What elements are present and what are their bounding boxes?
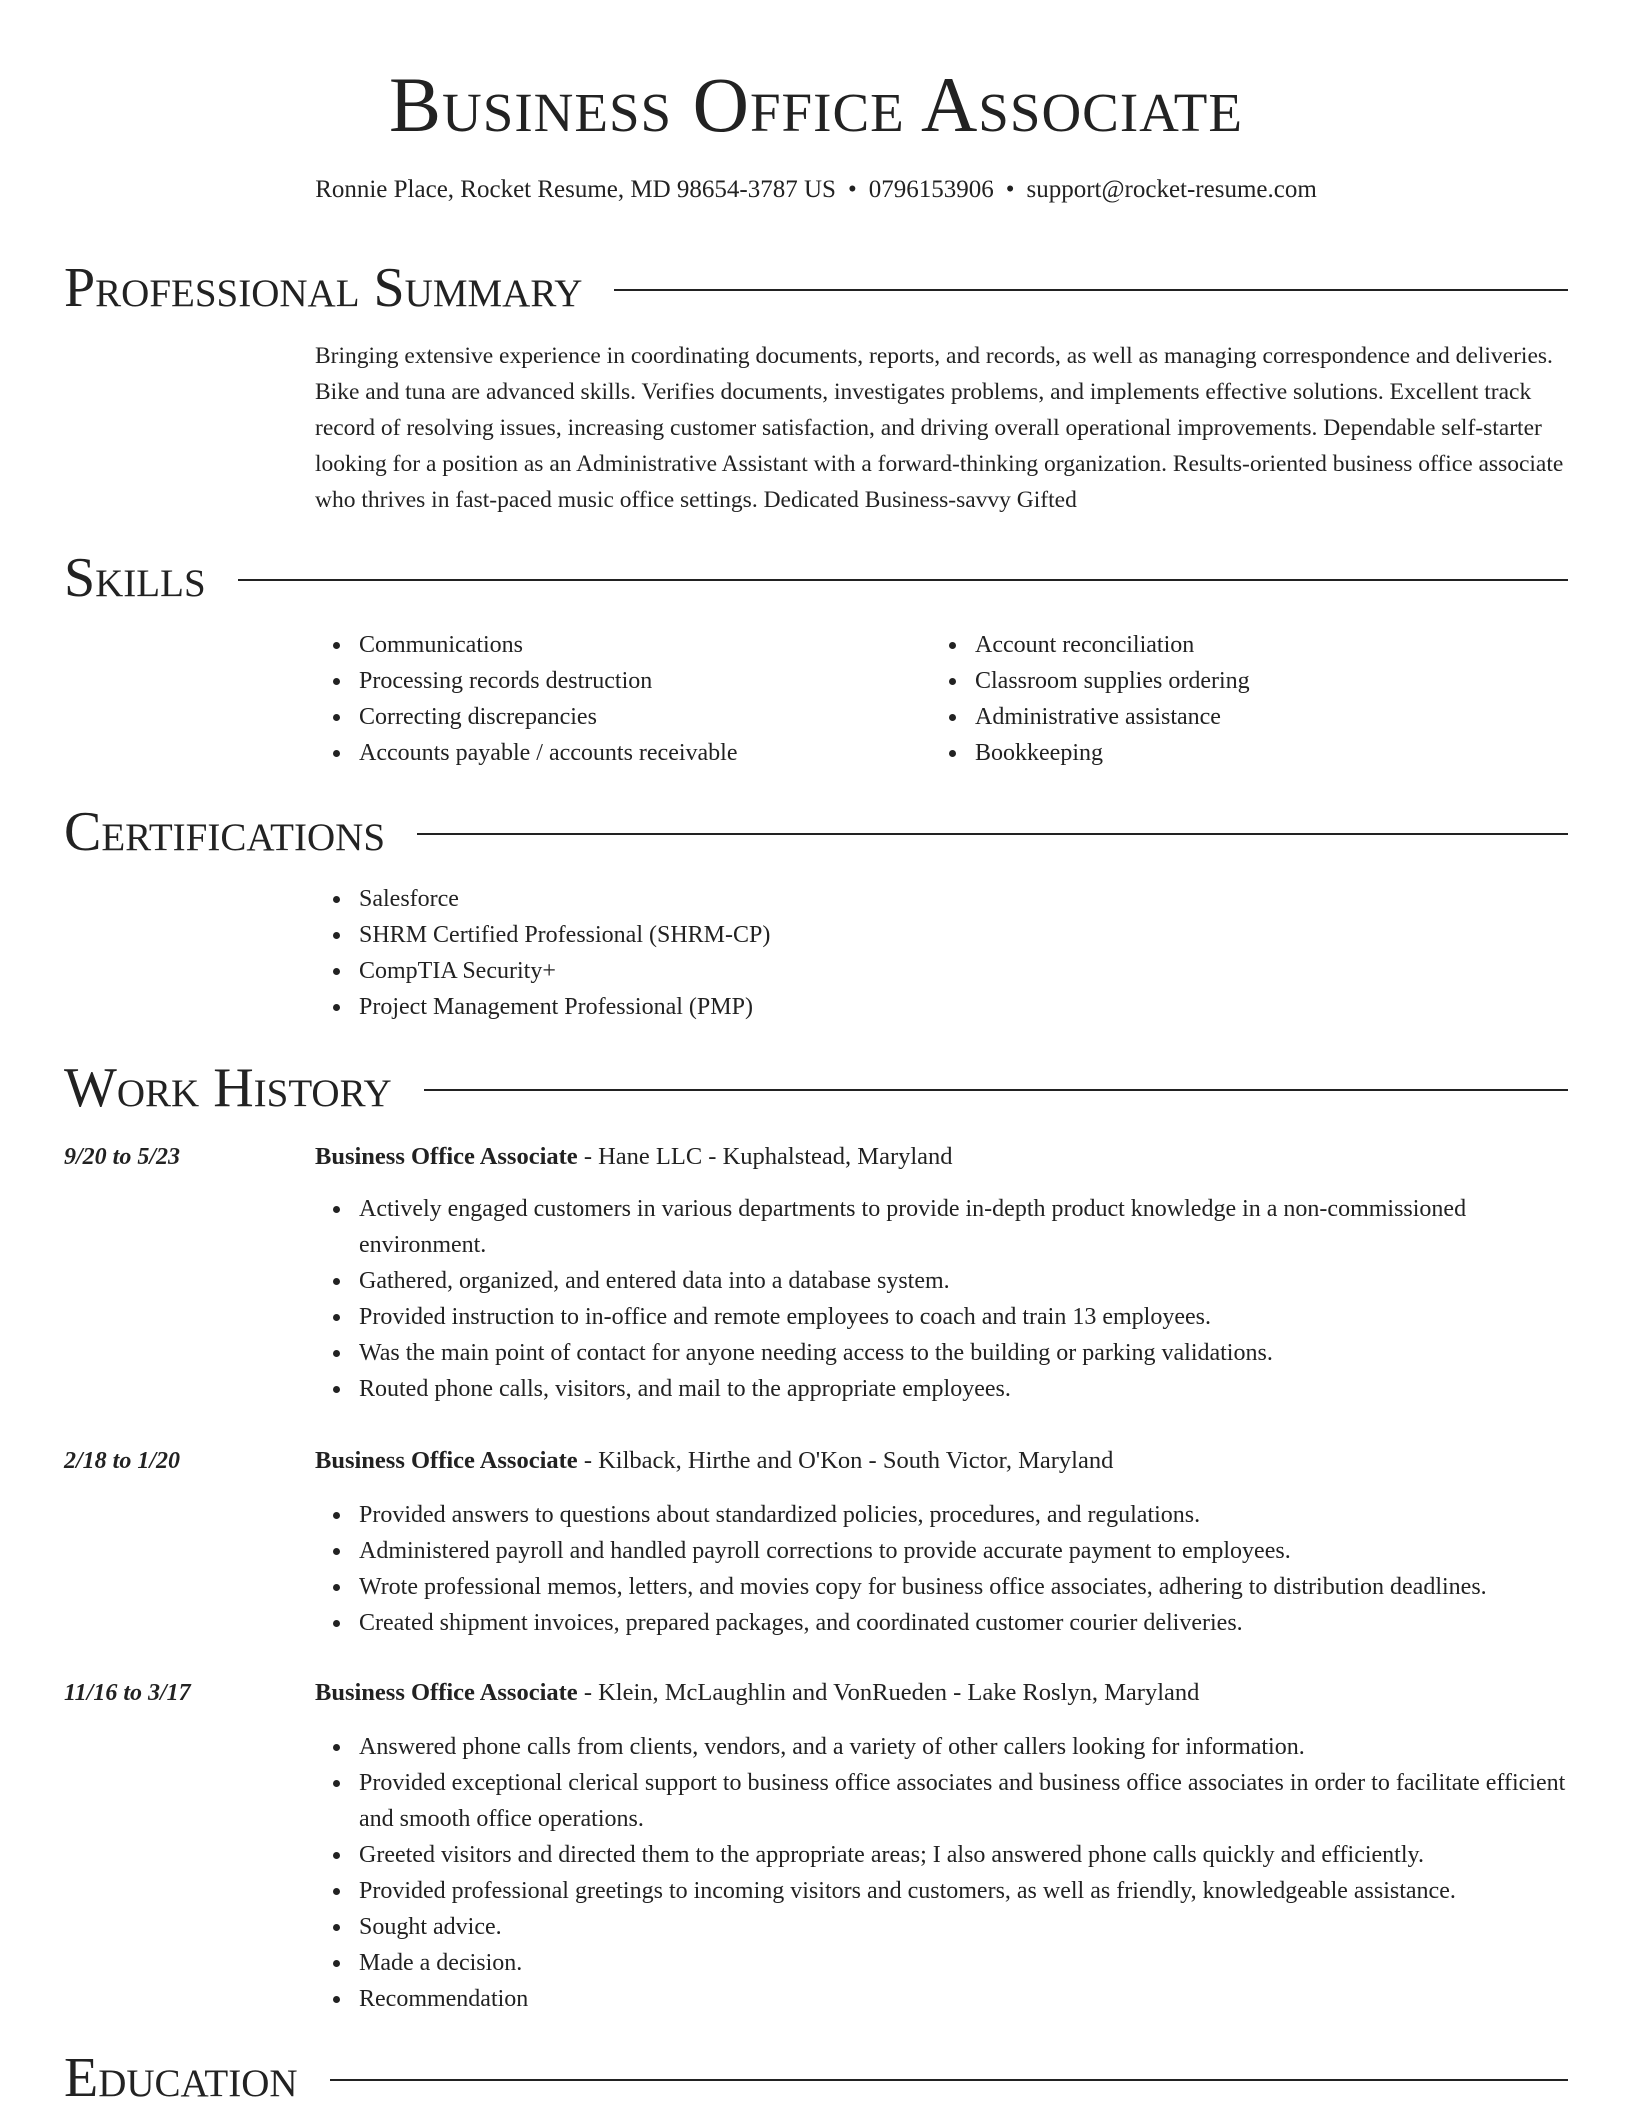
job-bullets [315, 1497, 1568, 1641]
section-title: Skills [64, 547, 206, 609]
job-title: Business Office Associate [315, 1143, 578, 1170]
section-title: Professional Summary [64, 257, 583, 319]
skill-item: Accounts payable / accounts receivable [359, 735, 738, 771]
section-heading-work-history [64, 1056, 1568, 1120]
job-bullet: Routed phone calls, visitors, and mail to the appropriate employees. [359, 1371, 1568, 1407]
job-dates: 2/18 to 1/20 [64, 1448, 181, 1474]
section-divider [330, 2079, 1568, 2081]
section-heading-certifications [64, 800, 1568, 864]
job-bullet: Created shipment invoices, prepared packages, and coordinated customer courier deliveries. [359, 1605, 1568, 1641]
section-title: Certifications [64, 801, 386, 863]
job-bullet: Recommendation [359, 1981, 1568, 2017]
section-title: Work History [64, 1057, 392, 1119]
job-bullet: Was the main point of contact for anyone needing access to the building or parking validations. [359, 1335, 1568, 1371]
skills-list-right [931, 627, 1250, 771]
job-heading [315, 1139, 953, 1175]
section-divider [238, 579, 1568, 581]
job-heading [315, 1675, 1199, 1711]
section-heading-summary [64, 256, 1568, 320]
job-bullet: Gathered, organized, and entered data into a database system. [359, 1263, 1568, 1299]
job-title: Business Office Associate [315, 1447, 578, 1474]
job-dates: 11/16 to 3/17 [64, 1680, 191, 1706]
job-bullet: Wrote professional memos, letters, and movies copy for business office associates, adhering to distribution deadlines. [359, 1569, 1568, 1605]
skill-item: Classroom supplies ordering [975, 663, 1250, 699]
contact-separator: • [847, 176, 857, 203]
skill-item: Account reconciliation [975, 627, 1250, 663]
contact-email: support@rocket-resume.com [1026, 176, 1317, 203]
job-title: Business Office Associate [315, 1679, 578, 1706]
skill-item: Bookkeeping [975, 735, 1250, 771]
certification-item: CompTIA Security+ [359, 953, 770, 989]
section-title: Education [64, 2047, 298, 2109]
job-bullet: Answered phone calls from clients, vendors, and a variety of other callers looking for information. [359, 1729, 1568, 1765]
job-bullet: Provided instruction to in-office and remote employees to coach and train 13 employees. [359, 1299, 1568, 1335]
job-employer: - Hane LLC - Kuphalstead, Maryland [577, 1143, 953, 1170]
summary-text: Bringing extensive experience in coordinating documents, reports, and records, as well as managing correspondence and deliveries. Bike and tuna are advanced skills. Verifies documents, investigates problems, and implements effective solutions. Excellent track record of resolving issues, increasing customer satisfaction, and driving overall operational improvements. Dependable self-starter looking for a position as an Administrative Assistant with a forward-thinking organization. Results-oriented business office associate who thrives in fast-paced music office settings. Dedicated Business-savvy Gifted [315, 343, 1564, 513]
job-employer: - Klein, McLaughlin and VonRueden - Lake Roslyn, Maryland [577, 1679, 1200, 1706]
job-bullet: Actively engaged customers in various departments to provide in-depth product knowledge in a non-commissioned environment. [359, 1191, 1568, 1263]
job-dates: 9/20 to 5/23 [64, 1144, 181, 1170]
section-divider [614, 289, 1568, 291]
job-bullets [315, 1729, 1568, 2017]
section-divider [417, 833, 1568, 835]
job-bullet: Provided answers to questions about standardized policies, procedures, and regulations. [359, 1497, 1568, 1533]
skill-item: Processing records destruction [359, 663, 738, 699]
job-heading [315, 1443, 1113, 1479]
certifications-list [315, 881, 770, 1025]
job-bullet: Sought advice. [359, 1909, 1568, 1945]
section-heading-education [64, 2046, 1568, 2110]
skill-item: Administrative assistance [975, 699, 1250, 735]
skill-item: Communications [359, 627, 738, 663]
resume-title: Business Office Associate [389, 61, 1243, 148]
job-bullet: Provided professional greetings to incoming visitors and customers, as well as friendly, knowledgeable assistance. [359, 1873, 1568, 1909]
section-divider [424, 1089, 1568, 1091]
contact-line [0, 172, 1632, 208]
skills-list-left [315, 627, 738, 771]
job-bullet: Made a decision. [359, 1945, 1568, 1981]
certification-item: Project Management Professional (PMP) [359, 989, 770, 1025]
section-heading-skills [64, 546, 1568, 610]
job-bullet: Provided exceptional clerical support to business office associates and business office associates in order to facilitate efficient and smooth office operations. [359, 1765, 1568, 1837]
job-bullet: Greeted visitors and directed them to the appropriate areas; I also answered phone calls quickly and efficiently. [359, 1837, 1568, 1873]
skill-item: Correcting discrepancies [359, 699, 738, 735]
job-bullet: Administered payroll and handled payroll corrections to provide accurate payment to employees. [359, 1533, 1568, 1569]
contact-phone: 0796153906 [868, 176, 994, 203]
job-bullets [315, 1191, 1568, 1407]
contact-separator: • [1005, 176, 1015, 203]
certification-item: Salesforce [359, 881, 770, 917]
certification-item: SHRM Certified Professional (SHRM-CP) [359, 917, 770, 953]
job-employer: - Kilback, Hirthe and O'Kon - South Victor, Maryland [577, 1447, 1114, 1474]
contact-address: Ronnie Place, Rocket Resume, MD 98654-3787 US [315, 176, 836, 203]
